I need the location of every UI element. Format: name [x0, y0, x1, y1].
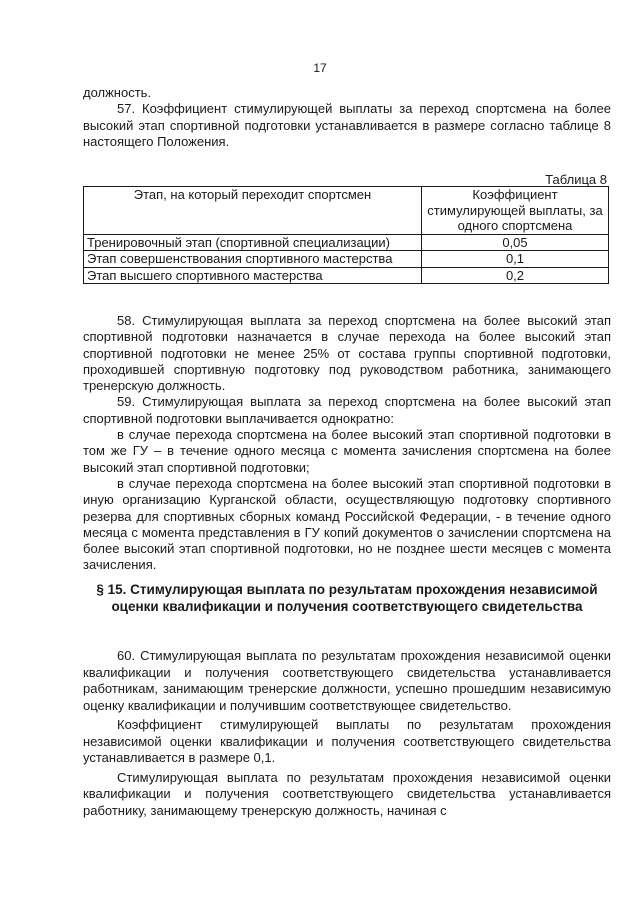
header-coefficient: Коэффициент стимулирующей выплаты, за одного спортсмена [422, 187, 609, 235]
row-stage: Этап совершенствования спортивного мастерства [84, 251, 422, 268]
row-stage: Тренировочный этап (спортивной специализации) [84, 234, 422, 251]
paragraph-60-block [83, 648, 611, 819]
table-header-row [84, 187, 609, 235]
row-coefficient: 0,05 [422, 234, 609, 251]
section-15-heading: § 15. Стимулирующая выплата по результатам прохождения независимой оценки квалификации и получения соответствующего свидетельства [96, 582, 598, 614]
intro-text-block [83, 85, 611, 150]
table-8-caption: Таблица 8 [545, 172, 607, 187]
paragraph-59-case-b: в случае перехода спортсмена на более высокий этап спортивной подготовки в иную организацию Курганской области, осуществляющую подготовку спортивного резерва для спортивных сборных команд Российской Федерации, - в течение одного месяца с момента представления в ГУ копий документов о зачислении спортсмена на более высокий этап спортивной подготовки, но не позднее шести месяцев с момента зачисления. [83, 475, 611, 573]
table-row [84, 267, 609, 284]
paragraph-60-start: Стимулирующая выплата по результатам прохождения независимой оценки квалификации и получения соответствующего свидетельства устанавливается работнику, занимающему тренерскую должность, начиная с [83, 769, 611, 818]
paragraph-58: 58. Стимулирующая выплата за переход спортсмена на более высокий этап спортивной подготовки назначается в случае перехода на более высокий этап спортивной подготовки не менее 25% от состава группы спортивной подготовки, проходившей спортивную подготовку под руководством работника, занимающего тренерскую должность. [83, 313, 611, 394]
table-row [84, 251, 609, 268]
paragraph-59-case-a: в случае перехода спортсмена на более высокий этап спортивной подготовки в том же ГУ – в течение одного месяца с момента зачисления спортсмена на более высокий этап спортивной подготовки; [83, 427, 611, 475]
table-8 [83, 186, 609, 284]
row-coefficient: 0,2 [422, 267, 609, 284]
header-stage: Этап, на который переходит спортсмен [84, 187, 422, 235]
paragraph-60-coefficient: Коэффициент стимулирующей выплаты по результатам прохождения независимой оценки квалификации и получения соответствующего свидетельства устанавливается в размере 0,1. [83, 717, 611, 765]
paragraph-57: 57. Коэффициент стимулирующей выплаты за переход спортсмена на более высокий этап спортивной подготовки устанавливается в размере согласно таблице 8 настоящего Положения. [83, 101, 611, 149]
row-stage: Этап высшего спортивного мастерства [84, 267, 422, 284]
page-number: 17 [313, 61, 327, 75]
paragraph-59: 59. Стимулирующая выплата за переход спортсмена на более высокий этап спортивной подготовки выплачивается однократно: [83, 394, 611, 426]
table-row [84, 234, 609, 251]
paragraph-60: 60. Стимулирующая выплата по результатам прохождения независимой оценки квалификации и получения соответствующего свидетельства устанавливается работникам, занимающим тренерские должности, успешно прошедшим независимую оценку квалификации и получившим соответствующее свидетельство. [83, 648, 611, 713]
paragraphs-58-59 [83, 313, 611, 574]
continued-line: должность. [83, 85, 152, 100]
row-coefficient: 0,1 [422, 251, 609, 268]
